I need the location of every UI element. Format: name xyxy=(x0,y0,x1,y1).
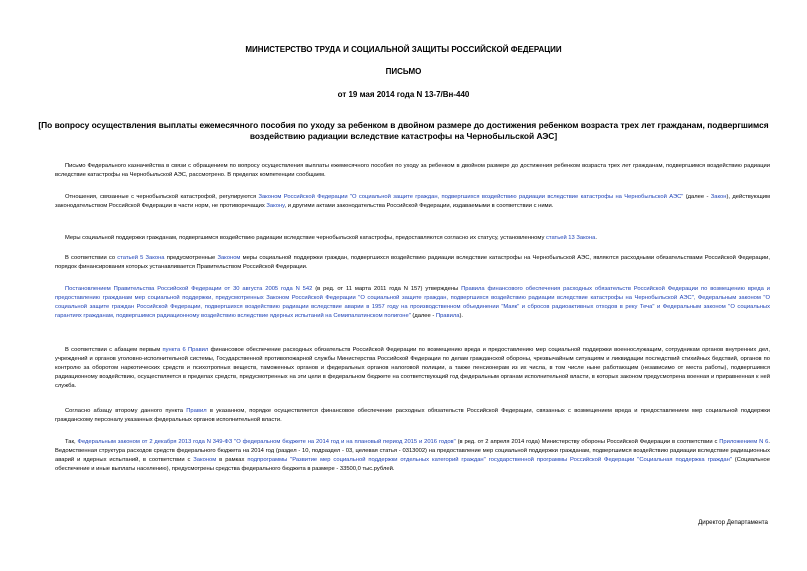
resolution-542-link[interactable]: Постановлением Правительства Российской Федерации от 30 августа 2005 года N 542 xyxy=(65,286,313,292)
paragraph-text: . xyxy=(595,235,597,241)
signature: Директор Департамента xyxy=(698,519,768,526)
law-link[interactable]: Законом Российской Федерации "О социальной защите граждан, подвергшихся воздействию радиации вследствие катастрофы на Чернобыльской АЭС" xyxy=(258,194,684,200)
appendix-6-link[interactable]: Приложением N 6 xyxy=(719,439,769,445)
paragraph-2 xyxy=(55,193,770,211)
rules-link[interactable]: Правила финансового обеспечения расходных обязательств Российской Федерации по возмещению вреда и предоставлению гражданам мер социальной поддержки, предусмотренных Законом Российской Федерации "О социальной защите граждан, подвергшихся воздействию радиации вследствие катастрофы на Чернобыльской АЭС", Федеральным законом "О социальной защите граждан Российской Федерации, подвергшихся воздействию радиации вследствие аварии в 1957 году на производственном объединении "Маяк" и сбросов радиоактивных отходов в реку Теча" и Федеральным законом "О социальных гарантиях гражданам, подвергшимся радиационному воздействию вследствие ядерных испытаний на Семипалатинском полигоне" xyxy=(55,286,770,319)
paragraph-5 xyxy=(55,285,770,321)
ministry-header: МИНИСТЕРСТВО ТРУДА И СОЦИАЛЬНОЙ ЗАЩИТЫ РОССИЙСКОЙ ФЕДЕРАЦИИ xyxy=(245,45,562,54)
paragraph-text: в рамках xyxy=(216,457,248,463)
rules-link[interactable]: Правил xyxy=(186,408,207,414)
paragraph-text: (Социальное обеспечение и иные выплаты населению), предусмотрены средства федерального бюджета в размере - 33500,0 тыс.рублей. xyxy=(55,457,770,472)
paragraph-text: Согласно абзацу второму данного пункта xyxy=(65,408,187,414)
paragraph-text: , и другими актами законодательства Российской Федерации, издаваемыми в соответствии с ними. xyxy=(284,203,554,209)
paragraph-text: (в ред. от 11 марта 2011 года N 157) утверждены xyxy=(312,286,462,292)
paragraph-text: Меры социальной поддержки гражданам, подвергшимся воздействию радиации вследствие чернобыльской катастрофы, предоставляются согласно их статусу, установленному xyxy=(65,235,546,241)
paragraph-text: (далее - xyxy=(410,313,436,319)
document-type: ПИСЬМО xyxy=(385,67,422,76)
rules-point-6-link[interactable]: пункта 6 Правил xyxy=(162,347,209,353)
paragraph-text: финансовое обеспечение расходных обязательств Российской Федерации по возмещению вреда и предоставлению мер социальной поддержки военнослужащим, сотрудникам органов внутренних дел, учреждений и органов уголовно-исполнительной системы, Государственной противопожарной службы Министерства Российской Федерации по делам гражданской обороны, чрезвычайным ситуациям и ликвидации последствий стихийных бедствий, органов по контролю за оборотом наркотических средств и психотропных веществ, таможенных органов и федеральных органов налоговой полиции, а также пенсионерам из их числа, в том числе ныне работающим (независимо от места работы), подвергшимся радиационному воздействию, осуществляется в пределах средств, предусмотренных на эти цели в федеральном бюджете на соответствующий год федеральным органам исполнительной власти, в которых законом предусмотрена военная и приравненная к ней служба. xyxy=(55,347,770,389)
budget-law-link[interactable]: Федеральным законом от 2 декабря 2013 года N 349-ФЗ "О федеральном бюджете на 2014 год и на плановый период 2015 и 2016 годов" xyxy=(77,439,456,445)
law-link[interactable]: Закону xyxy=(266,203,285,209)
paragraph-text: (далее - xyxy=(683,194,711,200)
paragraph-text: предусмотренные xyxy=(164,255,218,261)
paragraph-text: В соответствии со xyxy=(65,255,118,261)
paragraph-text: Так, xyxy=(65,439,78,445)
paragraph-4 xyxy=(55,254,770,272)
paragraph-7 xyxy=(55,407,770,425)
paragraph-text: ), действующим законодательством Российской Федерации в части норм, не противоречащих xyxy=(55,194,770,209)
law-link[interactable]: Закон xyxy=(710,194,727,200)
paragraph-3 xyxy=(55,234,770,243)
paragraph-text: В соответствии с абзацем первым xyxy=(65,347,163,353)
paragraph-1: Письмо Федерального казначейства в связи с обращением по вопросу осуществления выплаты ежемесячного пособия по уходу за ребенком в двойном размере до достижения ребенком возраста трех лет гражданам, подвергшимся воздействию радиации вследствие катастрофы на Чернобыльской АЭС, рассмотрено. В пределах компетенции сообщаем. xyxy=(55,163,770,178)
paragraph-6 xyxy=(55,346,770,391)
article-5-link[interactable]: статьей 5 Закона xyxy=(117,255,165,261)
paragraph-text: в указанном, порядке осуществляется финансовое обеспечение расходных обязательств Российской Федерации, связанных с возмещением вреда и предоставлением мер социальной поддержки гражданскому персоналу указанных федеральных органов исполнительной власти. xyxy=(55,408,770,423)
law-link[interactable]: Законом xyxy=(193,457,217,463)
rules-short-link[interactable]: Правила xyxy=(435,313,460,319)
paragraph-text: . Ведомственная структура расходов средств федерального бюджета на 2014 год (раздел - 10, подраздел - 03, целевая статья - 0313002) на предоставление мер социальной поддержки гражданам, подвергшимся воздействию радиации вследствие радиационных аварий и ядерных испытаний, в соответствии с xyxy=(55,439,770,463)
law-link[interactable]: Законом xyxy=(217,255,241,261)
paragraph-text: меры социальной поддержки граждан, подвергшихся воздействию радиации вследствие катастрофы на Чернобыльской АЭС, являются расходными обязательствами Российской Федерации, порядок финансирования которых устанавливается Правительством Российской Федерации. xyxy=(55,255,770,270)
paragraph-8 xyxy=(55,438,770,474)
document-subject: [По вопросу осуществления выплаты ежемесячного пособия по уходу за ребенком в двойном размере до достижения ребенком возраста трех лет гражданам, подвергшимся воздействию радиации вследствие катастрофы на Чернобыльской АЭС] xyxy=(38,120,769,141)
article-13-link[interactable]: статьей 13 Закона xyxy=(545,235,596,241)
paragraph-text: (в ред. от 2 апреля 2014 года) Министерству обороны Российской Федерации в соответствии с xyxy=(455,439,720,445)
paragraph-text: ). xyxy=(459,313,464,319)
paragraph-text: Отношения, связанные с чернобыльской катастрофой, регулируются xyxy=(65,194,259,200)
document-date-number: от 19 мая 2014 года N 13-7/Вн-440 xyxy=(337,90,470,99)
subprogram-link[interactable]: подпрограммы "Развитие мер социальной поддержки отдельных категорий граждан" государственной программы Российской Федерации "Социальная поддержка граждан" xyxy=(247,457,732,463)
